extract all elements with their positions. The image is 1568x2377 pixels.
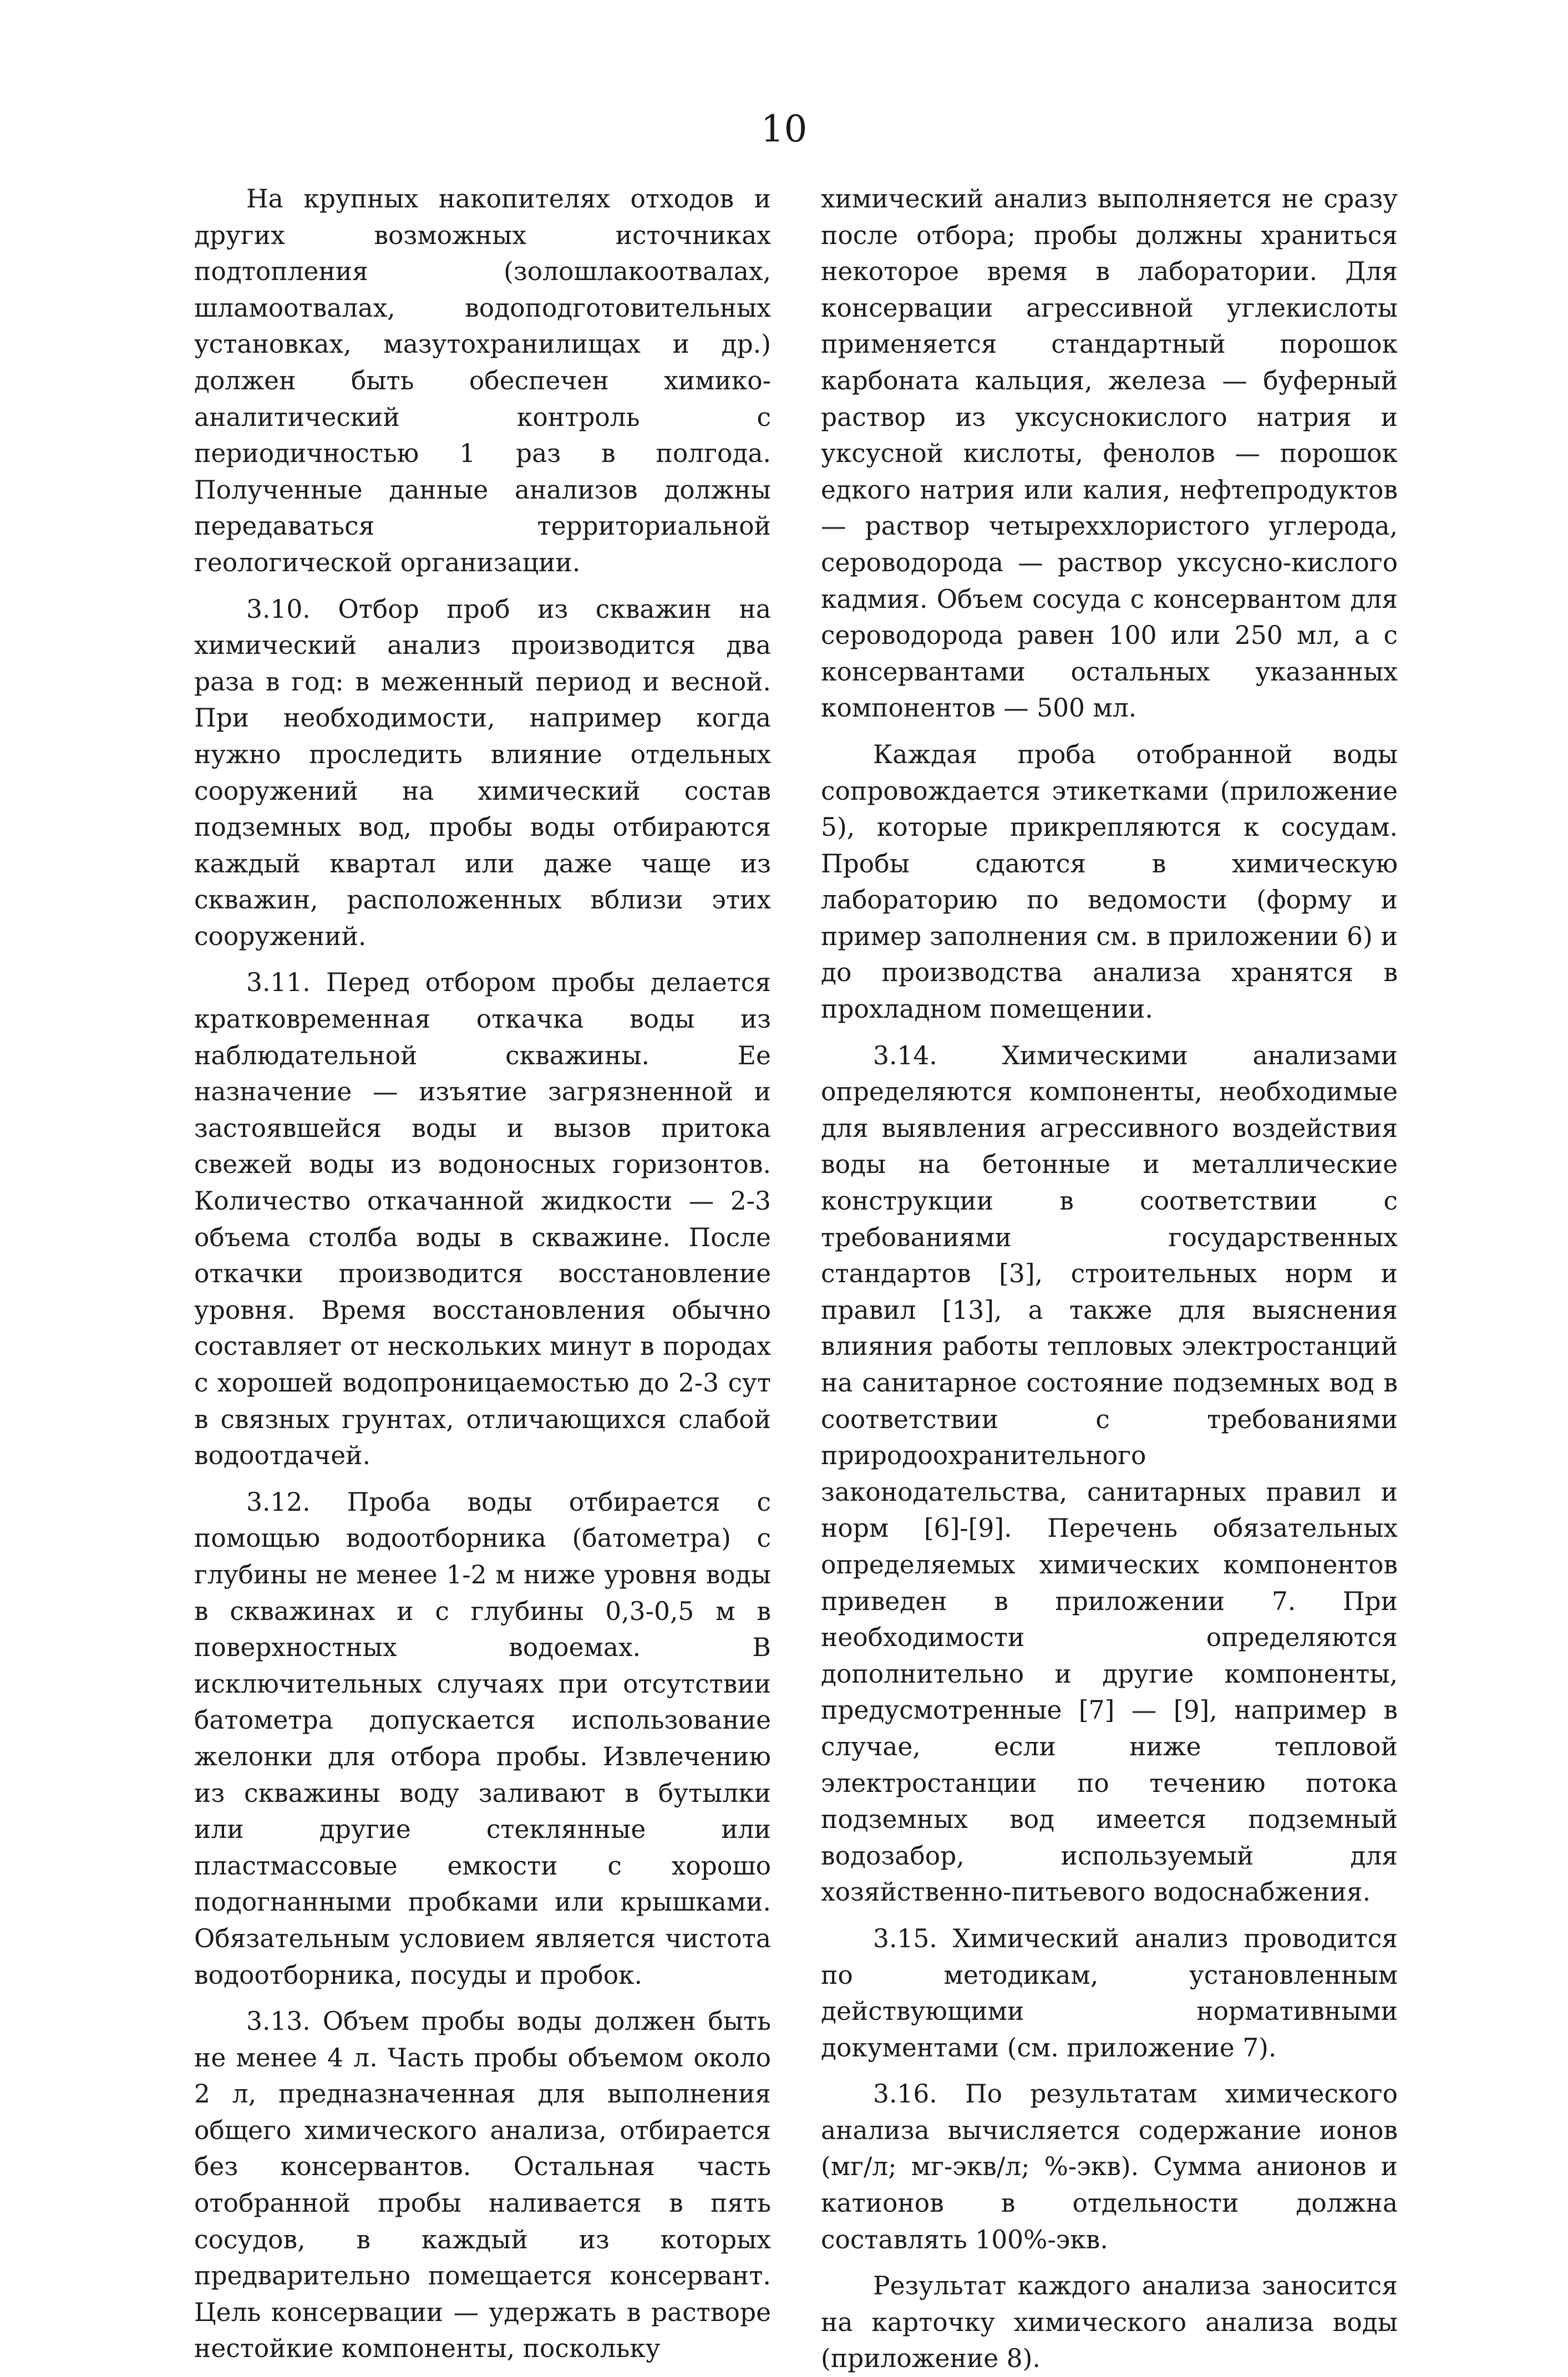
paragraph-3-11-pumping: 3.11. Перед отбором пробы делается кратковременная откачка воды из наблюдательной скважины. Ее назначение — изъятие загрязненной и застоявшейся воды и вызов притока свежей воды из водоносных горизонтов. Количество откачанной жидкости — 2-3 объема столба воды в скважине. После откачки производится восстановление уровня. Время восстановления обычно составляет от нескольких минут в породах с хорошей водопроницаемостью до 2-3 сут в связных грунтах, отличающихся слабой водоотдачей. — [194, 968, 771, 1471]
paragraph-preservation-continued: химический анализ выполняется не сразу после отбора; пробы должны храниться некоторое время в лаборатории. Для консервации агрессивной углекислоты применяется стандартный порошок карбоната кальция, железа — буферный раствор из уксуснокислого натрия и уксусной кислоты, фенолов — порошок едкого натрия или калия, нефтепродуктов — раствор четыреххлористого углерода, сероводорода — раствор уксусно-кислого кадмия. Объем сосуда с консервантом для сероводорода равен 100 или 250 мл, а с консервантами остальных указанных компонентов — 500 мл. — [821, 184, 1398, 723]
right-column — [821, 181, 1398, 2377]
paragraph-3-16-results: 3.16. По результатам химического анализа вычисляется содержание ионов (мг/л; мг-экв/л; %-экв). Сумма анионов и катионов в отдельности должна составлять 100%-экв. — [821, 2079, 1398, 2254]
left-column — [194, 181, 771, 2367]
paragraph-analysis-card: Результат каждого анализа заносится на карточку химического анализа воды (приложение 8). — [821, 2271, 1398, 2374]
paragraph-3-13-sample-volume: 3.13. Объем пробы воды должен быть не менее 4 л. Часть пробы объемом около 2 л, предназначенная для выполнения общего химического анализа, отбирается без консервантов. Остальная часть отобранной пробы наливается в пять сосудов, в каждый из которых предварительно помещается консервант. Цель консервации — удержать в растворе нестойкие компоненты, поскольку — [194, 2007, 771, 2364]
paragraph-3-15-methods: 3.15. Химический анализ проводится по методикам, установленным действующими нормативными документами (см. приложение 7). — [821, 1923, 1398, 2063]
page-number: 10 — [760, 108, 808, 150]
paragraph-sample-labels: Каждая проба отобранной воды сопровождается этикетками (приложение 5), которые прикрепляются к сосудам. Пробы сдаются в химическую лабораторию по ведомости (форму и пример заполнения см. в приложении 6) и до производства анализа хранятся в прохладном помещении. — [821, 739, 1398, 1024]
paragraph-3-10-sampling-frequency: 3.10. Отбор проб из скважин на химический анализ производится два раза в год: в меженный период и весной. При необходимости, например когда нужно проследить влияние отдельных сооружений на химический состав подземных вод, пробы воды отбираются каждый квартал или даже чаще из скважин, расположенных вблизи этих сооружений. — [194, 594, 771, 951]
paragraph-3-14-chemical-components: 3.14. Химическими анализами определяются компоненты, необходимые для выявления агрессивного воздействия воды на бетонные и металлические конструкции в соответствии с требованиями государственных стандартов [3], строительных норм и правил [13], а также для выяснения влияния работы тепловых электростанций на санитарное состояние подземных вод в соответствии с требованиями природоохранительного законодательства, санитарных правил и норм [6]-[9]. Перечень обязательных определяемых химических компонентов приведен в приложении 7. При необходимости определяются дополнительно и другие компоненты, предусмотренные [7] — [9], например в случае, если ниже тепловой электростанции по течению потока подземных вод имеется подземный водозабор, используемый для хозяйственно-питьевого водоснабжения. — [821, 1040, 1398, 1907]
paragraph-3-12-sampler: 3.12. Проба воды отбирается с помощью водоотборника (батометра) с глубины не менее 1-2 м ниже уровня воды в скважинах и с глубины 0,3-0,5 м в поверхностных водоемах. В исключительных случаях при отсутствии батометра допускается использование желонки для отбора пробы. Извлечению из скважины воду заливают в бутылки или другие стеклянные или пластмассовые емкости с хорошо подогнанными пробками или крышками. Обязательным условием является чистота водоотборника, посуды и пробок. — [194, 1487, 771, 1990]
paragraph-waste-storage-monitoring: На крупных накопителях отходов и других возможных источниках подтопления (золошлакоотвалах, шламоотвалах, водоподготовительных установках, мазутохранилищах и др.) должен быть обеспечен химико-аналитический контроль с периодичностью 1 раз в полгода. Полученные данные анализов должны передаваться территориальной геологической организации. — [194, 184, 771, 577]
